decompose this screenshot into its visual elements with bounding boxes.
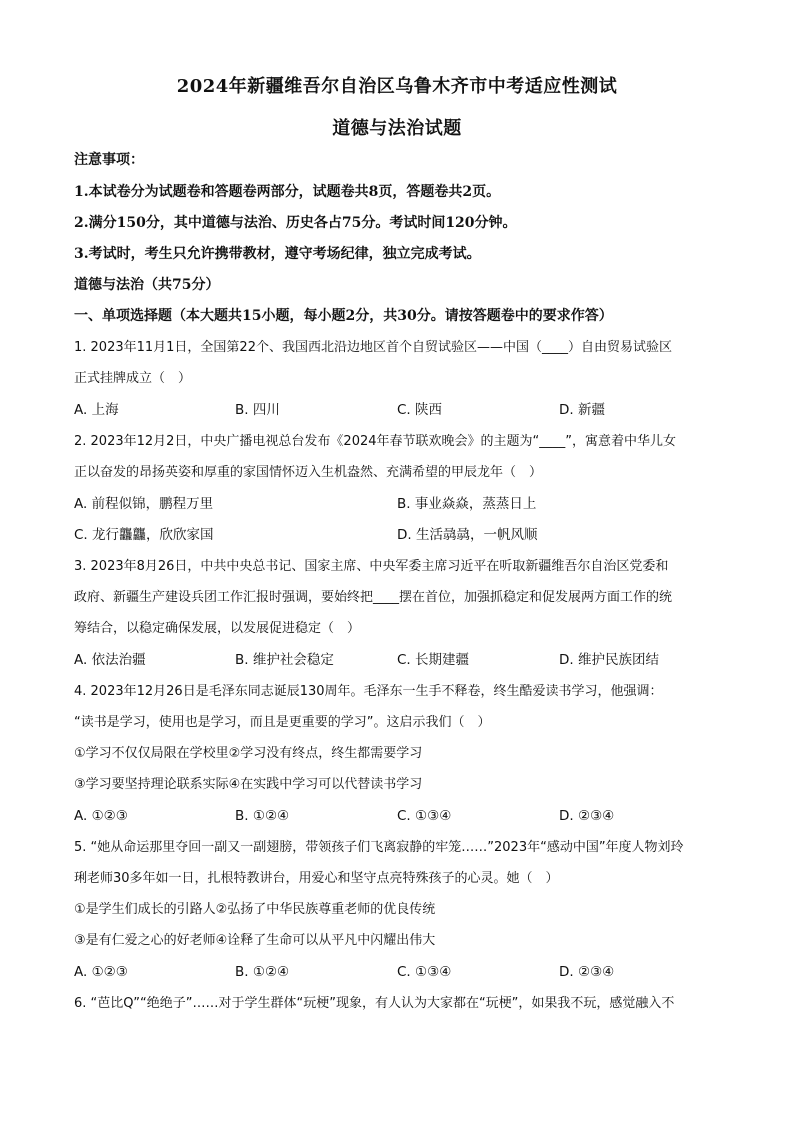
page-title: 2024年新疆维吾尔自治区乌鲁木齐市中考适应性测试: [176, 76, 618, 97]
part-heading: 一、单项选择题（本大题共15小题，每小题2分，共30分。请按答题卷中的要求作答）: [74, 308, 613, 324]
question-2-line: 正以奋发的昂扬英姿和厚重的家国情怀迈入生机盎然、充满希望的甲辰龙年（ ）: [74, 465, 543, 480]
question-3-line: 筹结合，以稳定确保发展，以发展促进稳定（ ）: [74, 621, 361, 636]
question-3-line: 政府、新疆生产建设兵团工作汇报时强调，要始终把____摆在首位，加强抓稳定和促发展两方面工作的统: [74, 590, 673, 605]
question-4-option-d: D. ②③④: [559, 808, 615, 824]
note-item: 1.本试卷分为试题卷和答题卷两部分，试题卷共8页，答题卷共2页。: [74, 184, 501, 200]
question-1-option-b: B. 四川: [235, 402, 280, 418]
question-3-option-b: B. 维护社会稳定: [235, 652, 334, 668]
question-1-option-d: D. 新疆: [559, 402, 605, 418]
question-6-line: 6. “芭比Q”“绝绝子”……对于学生群体“玩梗”现象，有人认为大家都在“玩梗”，如果我不玩，感觉融入不: [74, 996, 675, 1011]
question-4-statement: ①学习不仅仅局限在学校里②学习没有终点，终生都需要学习: [74, 746, 423, 761]
question-1-line: 正式挂牌成立（ ）: [74, 371, 192, 386]
question-4-option-c: C. ①③④: [397, 808, 452, 824]
question-5-option-c: C. ①③④: [397, 964, 452, 980]
question-4-line: 4. 2023年12月26日是毛泽东同志诞辰130周年。毛泽东一生手不释卷，终生酷爱读书学习，他强调：: [74, 684, 663, 699]
question-5-option-a: A. ①②③: [74, 964, 128, 980]
question-2-option-c: C. 龙行龘龘，欣欣家国: [74, 527, 214, 543]
question-4-option-a: A. ①②③: [74, 808, 128, 824]
question-1-line: 1. 2023年11月1日，全国第22个、我国西北沿边地区首个自贸试验区——中国（____）自由贸易试验区: [74, 340, 672, 355]
question-3-option-c: C. 长期建疆: [397, 652, 470, 668]
page-subtitle: 道德与法治试题: [332, 118, 462, 139]
question-5-line: 5. “她从命运那里夺回一副又一副翅膀，带领孩子们飞离寂静的牢笼……”2023年“感动中国”年度人物刘玲: [74, 840, 684, 855]
subject-heading: 道德与法治（共75分）: [74, 277, 220, 293]
note-item: 2.满分150分，其中道德与法治、历史各占75分。考试时间120分钟。: [74, 215, 517, 231]
question-4-statement: ③学习要坚持理论联系实际④在实践中学习可以代替读书学习: [74, 777, 423, 792]
question-5-statement: ①是学生们成长的引路人②弘扬了中华民族尊重老师的优良传统: [74, 902, 436, 917]
question-3-option-a: A. 依法治疆: [74, 652, 146, 668]
question-2-option-b: B. 事业焱焱，蒸蒸日上: [397, 496, 537, 512]
question-1-option-c: C. 陕西: [397, 402, 443, 418]
question-5-line: 琍老师30多年如一日，扎根特教讲台，用爱心和坚守点亮特殊孩子的心灵。她（ ）: [74, 871, 559, 886]
question-4-option-b: B. ①②④: [235, 808, 290, 824]
question-2-option-d: D. 生活骉骉，一帆风顺: [397, 527, 538, 543]
question-5-statement: ③是有仁爱之心的好老师④诠释了生命可以从平凡中闪耀出伟大: [74, 933, 436, 948]
question-3-line: 3. 2023年8月26日，中共中央总书记、国家主席、中央军委主席习近平在听取新疆维吾尔自治区党委和: [74, 559, 669, 574]
question-2-line: 2. 2023年12月2日，中央广播电视总台发布《2024年春节联欢晚会》的主题为“____”，寓意着中华儿女: [74, 434, 676, 449]
question-3-option-d: D. 维护民族团结: [559, 652, 659, 668]
note-item: 3.考试时，考生只允许携带教材，遵守考场纪律，独立完成考试。: [74, 246, 481, 262]
question-5-option-b: B. ①②④: [235, 964, 290, 980]
question-4-line: “读书是学习，使用也是学习，而且是更重要的学习”。这启示我们（ ）: [74, 715, 491, 730]
question-5-option-d: D. ②③④: [559, 964, 615, 980]
question-1-option-a: A. 上海: [74, 402, 119, 418]
question-2-option-a: A. 前程似锦，鹏程万里: [74, 496, 214, 512]
notes-heading: 注意事项：: [74, 152, 144, 168]
